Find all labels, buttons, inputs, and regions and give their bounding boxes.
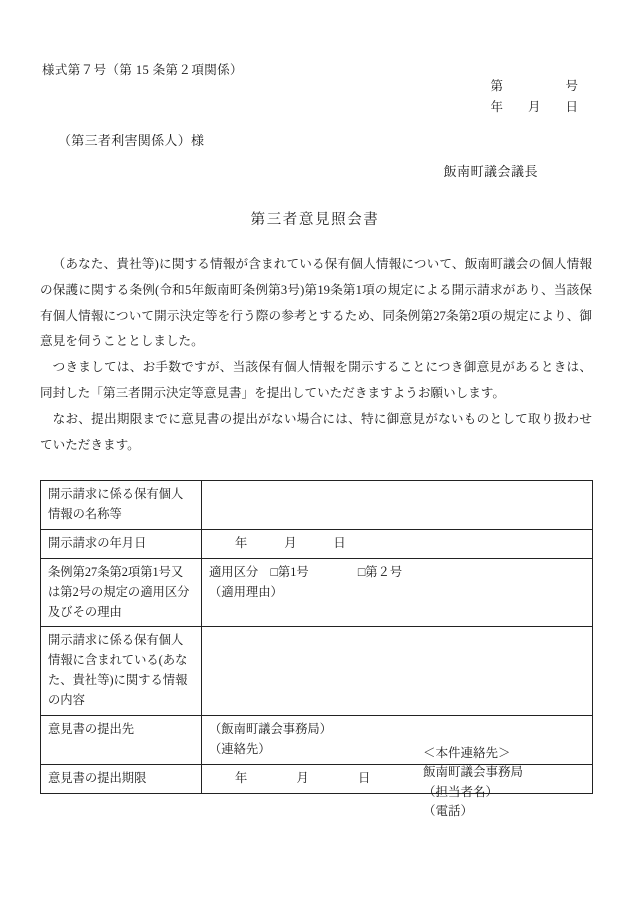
row-value-request-date[interactable] <box>202 529 593 558</box>
row-label-submission-deadline: 意見書の提出期限 <box>41 764 202 793</box>
row-value-submission-deadline[interactable] <box>202 764 593 793</box>
request-date-blank: 年 月 日 <box>235 535 346 550</box>
row-label-request-date: 開示請求の年月日 <box>41 529 202 558</box>
body-text <box>40 252 592 459</box>
contact-phone: （電話） <box>423 804 474 819</box>
table-row <box>41 558 593 627</box>
contact-heading: ＜本件連絡先＞ <box>423 746 511 760</box>
contact-block <box>423 744 523 822</box>
applicable-reason-label: （適用理由） <box>209 584 283 599</box>
row-value-submission-destination[interactable] <box>202 716 593 765</box>
row-label-information-name: 開示請求に係る保有個人情報の名称等 <box>41 481 202 530</box>
contact-person: （担当者名） <box>423 784 499 799</box>
addressee: （第三者利害関係人）様 <box>58 133 205 148</box>
row-label-submission-destination: 意見書の提出先 <box>41 716 202 765</box>
row-value-information-name[interactable] <box>202 481 593 530</box>
submission-contact: （連絡先） <box>209 741 271 756</box>
row-label-information-content: 開示請求に係る保有個人情報に含まれている(あなた、貴社等)に関する情報の内容 <box>41 627 202 716</box>
table-row <box>41 529 593 558</box>
document-number-line: 第 号 <box>490 79 578 93</box>
contact-office: 飯南町議会事務局 <box>423 765 524 780</box>
submission-office: （飯南町議会事務局） <box>209 722 332 737</box>
body-paragraph-2: つきましては、お手数ですが、当該保有個人情報を開示することにつき御意見があるときは、同封した「第三者開示決定等意見書」を提出していただきますようお願いします。 <box>40 360 592 401</box>
submission-deadline-blank: 年 月 日 <box>235 770 371 785</box>
row-value-applicable-category[interactable] <box>202 558 593 627</box>
body-paragraph-3: なお、提出期限までに意見書の提出がない場合には、特に御意見がないものとして取り扱わせていただきます。 <box>40 411 592 452</box>
table-row <box>41 627 593 716</box>
document-number-block <box>490 76 578 117</box>
document-date-line: 年 月 日 <box>490 99 578 114</box>
issuer: 飯南町議会議長 <box>443 164 538 179</box>
applicable-category-checkboxes[interactable]: 適用区分 □第1号 □第２号 <box>209 564 403 579</box>
row-value-information-content[interactable] <box>202 627 593 716</box>
row-label-applicable-category: 条例第27条第2項第1号又は第2号の規定の適用区分及びその理由 <box>41 558 202 627</box>
form-number: 様式第７号（第 15 条第２項関係） <box>42 63 243 77</box>
page-title: 第三者意見照会書 <box>250 212 380 228</box>
body-paragraph-1: （あなた、貴社等)に関する情報が含まれている保有個人情報について、飯南町議会の個人情報の保護に関する条例(令和5年飯南町条例第3号)第19条第1項の規定による開示請求があり、当該保有個人情報について開示決定等を行う際の参考とするため、同条例第27条第2項の規定により、御意見を伺うこととしました。 <box>40 257 592 349</box>
table-row <box>41 481 593 530</box>
